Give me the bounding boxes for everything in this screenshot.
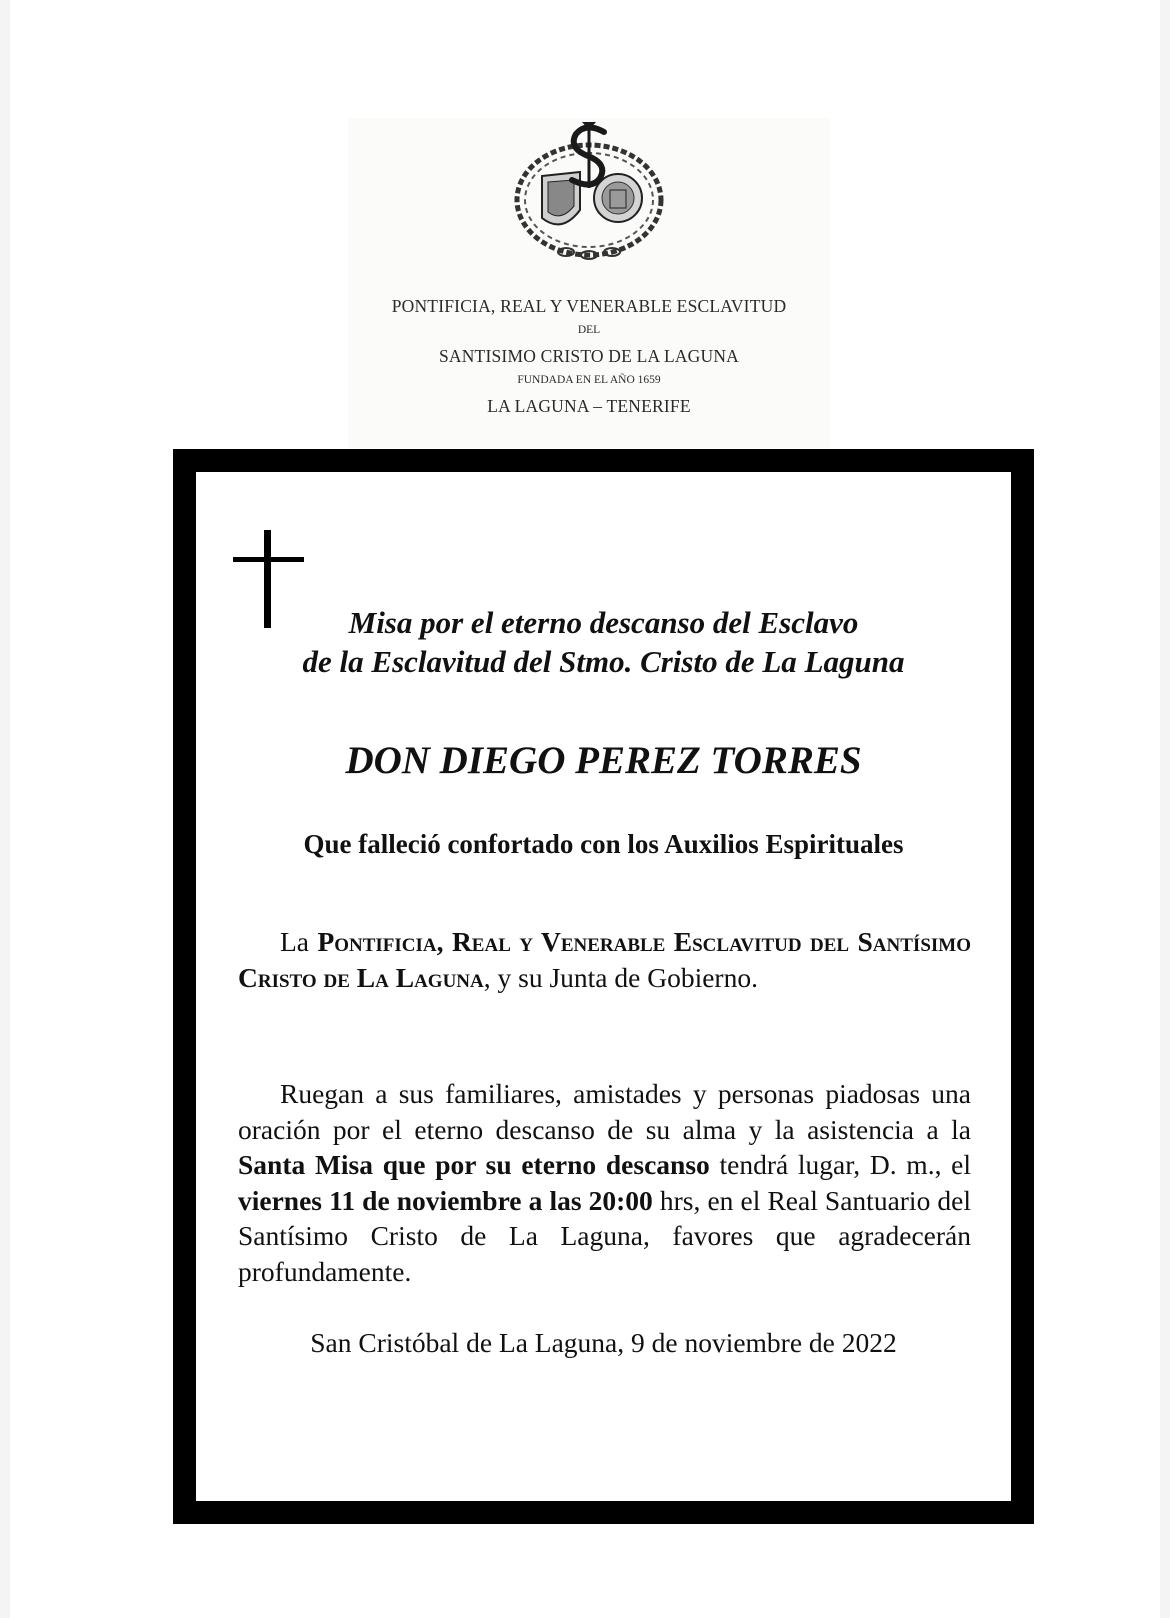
- obituary-frame: [173, 449, 1034, 1524]
- paragraph-organization: [238, 924, 971, 995]
- chain-emblem-icon: [506, 118, 672, 268]
- deceased-name: DON DIEGO PEREZ TORRES: [345, 739, 862, 782]
- letterhead-line-1: PONTIFICIA, REAL Y VENERABLE ESCLAVITUD: [391, 296, 787, 316]
- para1-pre: La: [280, 926, 318, 957]
- organization-name: Pontificia, Real y Venerable Esclavitud del Santísimo Cristo de La Laguna: [238, 926, 971, 993]
- intro-line-2: de la Esclavitud del Stmo. Cristo de La Laguna: [302, 644, 905, 679]
- para1-post: , y su Junta de Gobierno.: [483, 961, 758, 993]
- closing-date-line: San Cristóbal de La Laguna, 9 de noviembre de 2022: [310, 1327, 897, 1358]
- paragraph-request: [238, 1076, 971, 1289]
- letterhead-line-2: DEL: [577, 324, 601, 336]
- para2-text-2: tendrá lugar, D. m., el: [709, 1149, 971, 1180]
- letterhead-line-3: SANTISIMO CRISTO DE LA LAGUNA: [438, 346, 740, 366]
- intro-line-1: Misa por el eterno descanso del Esclavo: [348, 605, 859, 640]
- letterhead-line-4: FUNDADA EN EL AÑO 1659: [517, 374, 661, 386]
- para2-bold-1: Santa Misa que por su eterno descanso: [238, 1149, 710, 1180]
- para2-text-3: hrs, en el Real Santuario del Santísimo Cristo de La Laguna, favores que agradecerán profundamente.: [238, 1184, 972, 1287]
- para2-text-1: Ruegan a sus familiares, amistades y personas piadosas una oración por el eterno descanso de su alma y la asistencia a la: [238, 1078, 971, 1145]
- letterhead-line-5: LA LAGUNA – TENERIFE: [487, 396, 691, 416]
- subtitle: Que falleció confortado con los Auxilios Espirituales: [303, 829, 904, 859]
- letterhead: [348, 118, 830, 448]
- mass-datetime: viernes 11 de noviembre a las 20:00: [238, 1184, 653, 1216]
- document-page: [10, 0, 1160, 1618]
